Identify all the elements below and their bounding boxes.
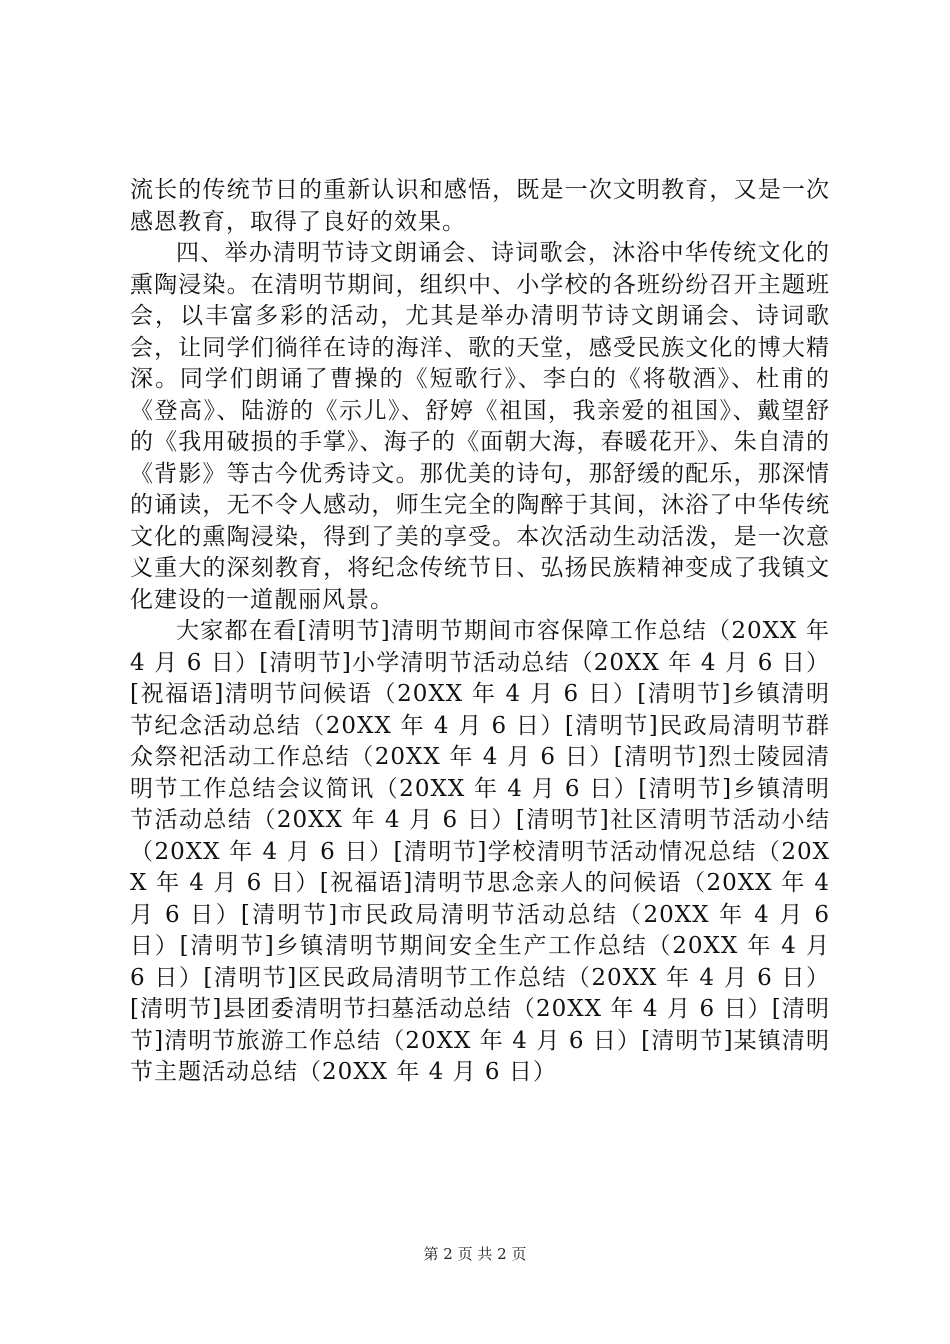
paragraph-continuation: 流长的传统节日的重新认识和感悟，既是一次文明教育，又是一次感恩教育，取得了良好的效果。 — [130, 177, 830, 235]
paragraph-section-four: 四、举办清明节诗文朗诵会、诗词歌会，沐浴中华传统文化的熏陶浸染。在清明节期间，组织中、小学校的各班纷纷召开主题班会，以丰富多彩的活动，尤其是举办清明节诗文朗诵会、诗词歌会，让同学们徜徉在诗的海洋、歌的天堂，感受民族文化的博大精深。同学们朗诵了曹操的《短歌行》、李白的《将敬酒》、杜甫的《登高》、陆游的《示儿》、舒婷《祖国，我亲爱的祖国》、戴望舒的《我用破损的手掌》、海子的《面朝大海，春暖花开》、朱自清的《背影》等古今优秀诗文。那优美的诗句，那舒缓的配乐，那深情的诵读，无不令人感动，师生完全的陶醉于其间，沐浴了中华传统文化的熏陶浸染，得到了美的享受。本次活动生动活泼，是一次意义重大的深刻教育，将纪念传统节日、弘扬民族精神变成了我镇文化建设的一道靓丽风景。 — [130, 240, 830, 613]
page-footer: 第 2 页 共 2 页 — [423, 1245, 527, 1263]
document-body — [130, 175, 830, 1089]
paragraph-related-articles: 大家都在看[清明节]清明节期间市容保障工作总结（20XX 年 4 月 6 日）[清明节]小学清明节活动总结（20XX 年 4 月 6 日）[祝福语]清明节问候语（20XX 年 4 月 6 日）[清明节]乡镇清明节纪念活动总结（20XX 年 4 月 6 日）[清明节]民政局清明节群众祭祀活动工作总结（20XX 年 4 月 6 日）[清明节]烈士陵园清明节工作总结会议简讯（20XX 年 4 月 6 日）[清明节]乡镇清明节活动总结（20XX 年 4 月 6 日）[清明节]社区清明节活动小结（20XX 年 4 月 6 日）[清明节]学校清明节活动情况总结（20XX 年 4 月 6 日）[祝福语]清明节思念亲人的问候语（20XX 年 4 月 6 日）[清明节]市民政局清明节活动总结（20XX 年 4 月 6 日）[清明节]乡镇清明节期间安全生产工作总结（20XX 年 4 月 6 日）[清明节]区民政局清明节工作总结（20XX 年 4 月 6 日）[清明节]县团委清明节扫墓活动总结（20XX 年 4 月 6 日）[清明节]清明节旅游工作总结（20XX 年 4 月 6 日）[清明节]某镇清明节主题活动总结（20XX 年 4 月 6 日） — [130, 618, 830, 1085]
